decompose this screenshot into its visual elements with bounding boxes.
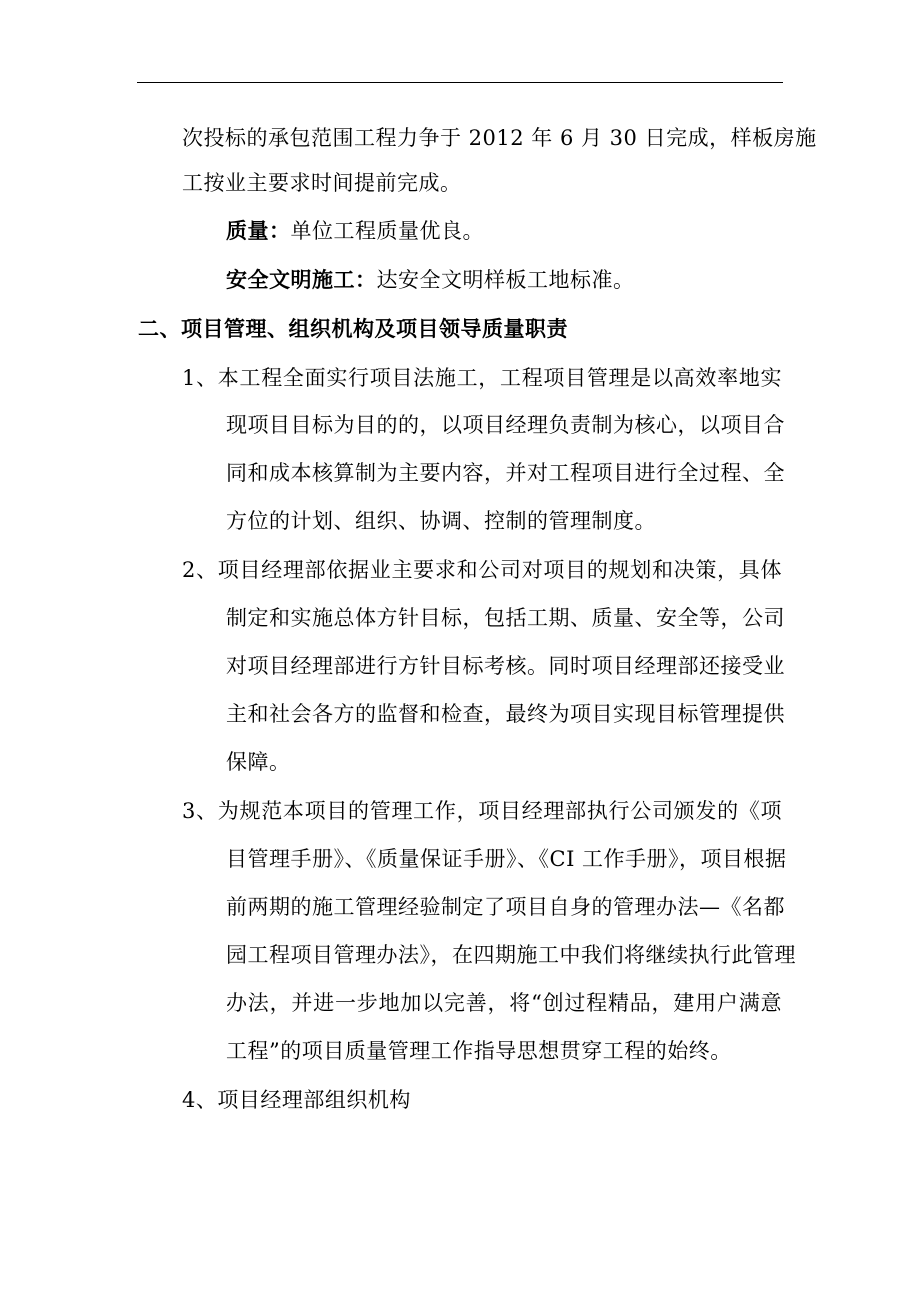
item-3-line-2: 目管理手册》、《质量保证手册》、《CI 工作手册》，项目根据 — [226, 847, 787, 871]
item-3-line-1: 3、为规范本项目的管理工作，项目经理部执行公司颁发的《项 — [182, 799, 782, 823]
item-1-line-3: 同和成本核算制为主要内容，并对工程项目进行全过程、全 — [226, 461, 785, 485]
item-1-line-2: 现项目目标为目的的，以项目经理负责制为核心，以项目合 — [226, 413, 785, 437]
safety-label: 安全文明施工： — [226, 267, 377, 292]
item-4-line-1: 4、项目经理部组织机构 — [182, 1088, 411, 1112]
item-3-line-3: 前两期的施工管理经验制定了项目自身的管理办法—《名都 — [226, 895, 785, 919]
item-3-line-4: 园工程项目管理办法》，在四期施工中我们将继续执行此管理 — [226, 943, 796, 967]
item-1-line-4: 方位的计划、组织、协调、控制的管理制度。 — [226, 509, 656, 533]
item-1-line-1: 1、本工程全面实行项目法施工，工程项目管理是以高效率地实 — [182, 366, 782, 390]
header-rule — [137, 82, 783, 83]
quality-label: 质量： — [226, 218, 291, 243]
item-2-line-2: 制定和实施总体方针目标，包括工期、质量、安全等，公司 — [226, 606, 785, 630]
quality-text: 单位工程质量优良。 — [290, 219, 484, 243]
safety-paragraph — [226, 265, 635, 295]
quality-paragraph — [226, 216, 484, 246]
section-heading: 二、项目管理、组织机构及项目领导质量职责 — [138, 316, 568, 341]
intro-line-1: 次投标的承包范围工程力争于 2012 年 6 月 30 日完成，样板房施 — [182, 126, 817, 150]
item-2-line-5: 保障。 — [226, 750, 291, 774]
item-3-line-6: 工程”的项目质量管理工作指导思想贯穿工程的始终。 — [226, 1039, 732, 1063]
intro-line-2: 工按业主要求时间提前完成。 — [182, 171, 462, 195]
item-2-line-4: 主和社会各方的监督和检查，最终为项目实现目标管理提供 — [226, 702, 785, 726]
safety-text: 达安全文明样板工地标准。 — [376, 268, 635, 292]
item-3-line-5: 办法，并进一步地加以完善，将“创过程精品，建用户满意 — [226, 991, 782, 1015]
item-2-line-3: 对项目经理部进行方针目标考核。同时项目经理部还接受业 — [226, 654, 785, 678]
item-2-line-1: 2、项目经理部依据业主要求和公司对项目的规划和决策，具体 — [182, 558, 782, 582]
